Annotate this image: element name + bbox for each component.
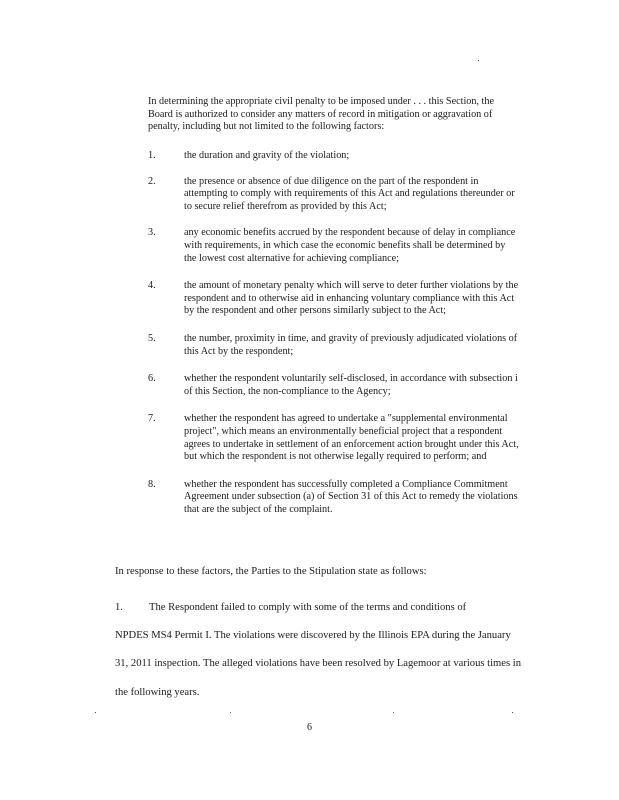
factor-number: 2.: [148, 175, 156, 187]
factor-item: [148, 373, 520, 398]
factor-number: 5.: [148, 332, 156, 344]
scan-speck: [393, 712, 394, 713]
factors-list: [148, 150, 520, 516]
factor-number: 6.: [148, 373, 156, 385]
factor-item: [148, 333, 520, 358]
factor-number: 7.: [148, 413, 156, 425]
factor-text: whether the respondent has successfully completed a Compliance Commitment Agreement under subsection (a) of Section 31 of this Act to remedy the violations that are the subject of the complaint.: [184, 478, 518, 515]
factor-item: [148, 227, 520, 265]
factor-item: [148, 280, 520, 318]
scan-speck: [512, 712, 513, 713]
factor-number: 1.: [148, 150, 156, 161]
paragraph-1-body: NPDES MS4 Permit I. The violations were discovered by the Illinois EPA during the January 31, 2011 inspection. The alleged violations have been resolved by Lagemoor at various times in the following years.: [115, 630, 521, 698]
factor-number: 4.: [148, 280, 156, 292]
factor-item: [148, 150, 520, 163]
factor-text: whether the respondent has agreed to undertake a "supplemental environmental project", which means an environmentally beneficial project that a respondent agrees to undertake in settlement of an enforcement action brought under this Act, but which the respondent is not otherwise legally required to perform; and: [184, 413, 519, 463]
factor-item: [148, 176, 520, 214]
factor-text: the duration and gravity of the violation;: [184, 150, 350, 161]
factor-item: [148, 479, 520, 517]
scan-speck: [95, 712, 96, 713]
factor-text: whether the respondent voluntarily self-disclosed, in accordance with subsection i of this Section, the non-compliance to the Agency;: [184, 373, 518, 397]
factor-number: 3.: [148, 227, 156, 239]
paragraph-1: [115, 594, 525, 707]
factor-text: the amount of monetary penalty which will serve to deter further violations by the respondent and to otherwise aid in enhancing voluntary compliance with this Act by the respondent and other persons similarly subject to the Act;: [184, 280, 519, 317]
paragraph-1-lead: The Respondent failed to comply with some of the terms and conditions of: [149, 602, 467, 613]
scan-speck: [230, 712, 231, 713]
factor-text: any economic benefits accrued by the respondent because of delay in compliance with requirements, in which case the economic benefits shall be determined by the lowest cost alternative for achieving compliance;: [184, 227, 516, 264]
factor-number: 8.: [148, 478, 156, 490]
factor-text: the presence or absence of due diligence on the part of the respondent in attempting to comply with requirements of this Act and regulations thereunder or to secure relief therefrom as provided by this Act;: [184, 175, 515, 212]
factor-text: the number, proximity in time, and gravity of previously adjudicated violations of this Act by the respondent;: [184, 332, 518, 357]
paragraph-number: 1.: [115, 602, 123, 613]
response-intro: In response to these factors, the Parties to the Stipulation state as follows:: [115, 566, 427, 577]
statute-intro: In determining the appropriate civil penalty to be imposed under . . . this Section, the Board is authorized to consider any matters of record in mitigation or aggravation of penalty, including but not limited to the following factors:: [148, 96, 495, 133]
scan-speck: [478, 60, 479, 61]
page-number: 6: [307, 722, 312, 733]
paragraph-1-first-line: [115, 594, 525, 622]
factor-item: [148, 413, 520, 463]
